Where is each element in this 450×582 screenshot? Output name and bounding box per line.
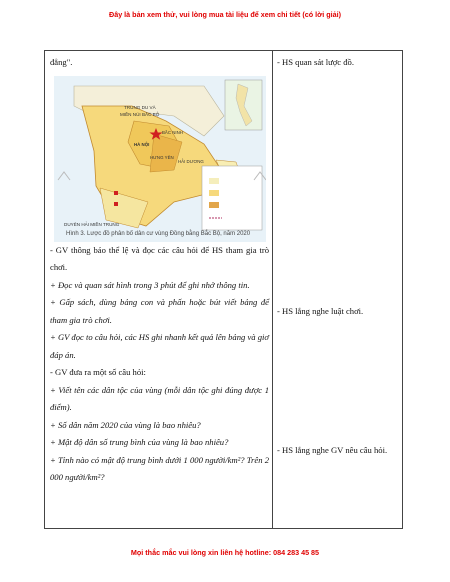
- paragraph-questions-intro: - GV đưa ra một số câu hỏi:: [50, 367, 146, 377]
- region-label-central: DUYÊN HẢI MIỀN TRUNG: [64, 221, 120, 227]
- paragraph-rules: - GV thông báo thể lệ và đọc các câu hỏi để HS tham gia trò chơi.: [50, 244, 269, 272]
- label-hanoi: HÀ NỘI: [134, 141, 150, 147]
- label-hungyen: HƯNG YÊN: [150, 154, 174, 160]
- question-ethnic-groups: + Viết tên các dân tộc của vùng (mỗi dân tộc ghi đúng được 1 điểm).: [50, 384, 269, 412]
- opening-text: đẳng".: [50, 57, 73, 67]
- student-response-observe: - HS quan sát lược đồ.: [277, 57, 354, 67]
- column-divider: [272, 51, 273, 528]
- paragraph-observe: + Đọc và quan sát hình trong 3 phút để ghi nhớ thông tin.: [50, 279, 250, 290]
- paragraph-fold-book: + Gấp sách, dùng bảng con và phấn hoặc bút viết bảng để tham gia trò chơi.: [50, 297, 269, 325]
- paragraph-read-question: + GV đọc to câu hỏi, các HS ghi nhanh kết quả lên bảng và giơ đáp án.: [50, 332, 269, 360]
- lesson-table: [44, 50, 403, 529]
- student-response-listen-questions: - HS lắng nghe GV nêu câu hỏi.: [277, 445, 388, 455]
- question-province-density: + Tỉnh nào có mật độ trung bình dưới 1 000 người/km²? Trên 2 000 người/km²?: [50, 454, 269, 482]
- student-response-listen-rules: - HS lắng nghe luật chơi.: [277, 306, 364, 316]
- region-label-north: TRUNG DU VÀ: [124, 104, 156, 110]
- label-bacninh: BẮC NINH: [162, 129, 183, 135]
- region-label-north-2: MIỀN NÚI BẮC BỘ: [120, 111, 160, 117]
- hotline-banner: Mọi thắc mắc vui lòng xin liên hệ hotline: 084 283 45 85: [130, 548, 320, 557]
- question-density: + Mật độ dân số trung bình của vùng là bao nhiêu?: [50, 437, 229, 447]
- preview-banner: Đây là bản xem thử, vui lòng mua tài liệu để xem chi tiết (có lời giải): [109, 10, 341, 19]
- question-population: + Số dân năm 2020 của vùng là bao nhiêu?: [50, 419, 201, 430]
- label-haiduong: HẢI DƯƠNG: [178, 158, 204, 164]
- teacher-activity-column: [50, 54, 269, 487]
- map-caption: Hình 3. Lược đồ phân bố dân cư vùng Đồng bằng Bắc Bộ, năm 2020: [66, 230, 251, 237]
- population-map: [54, 76, 266, 242]
